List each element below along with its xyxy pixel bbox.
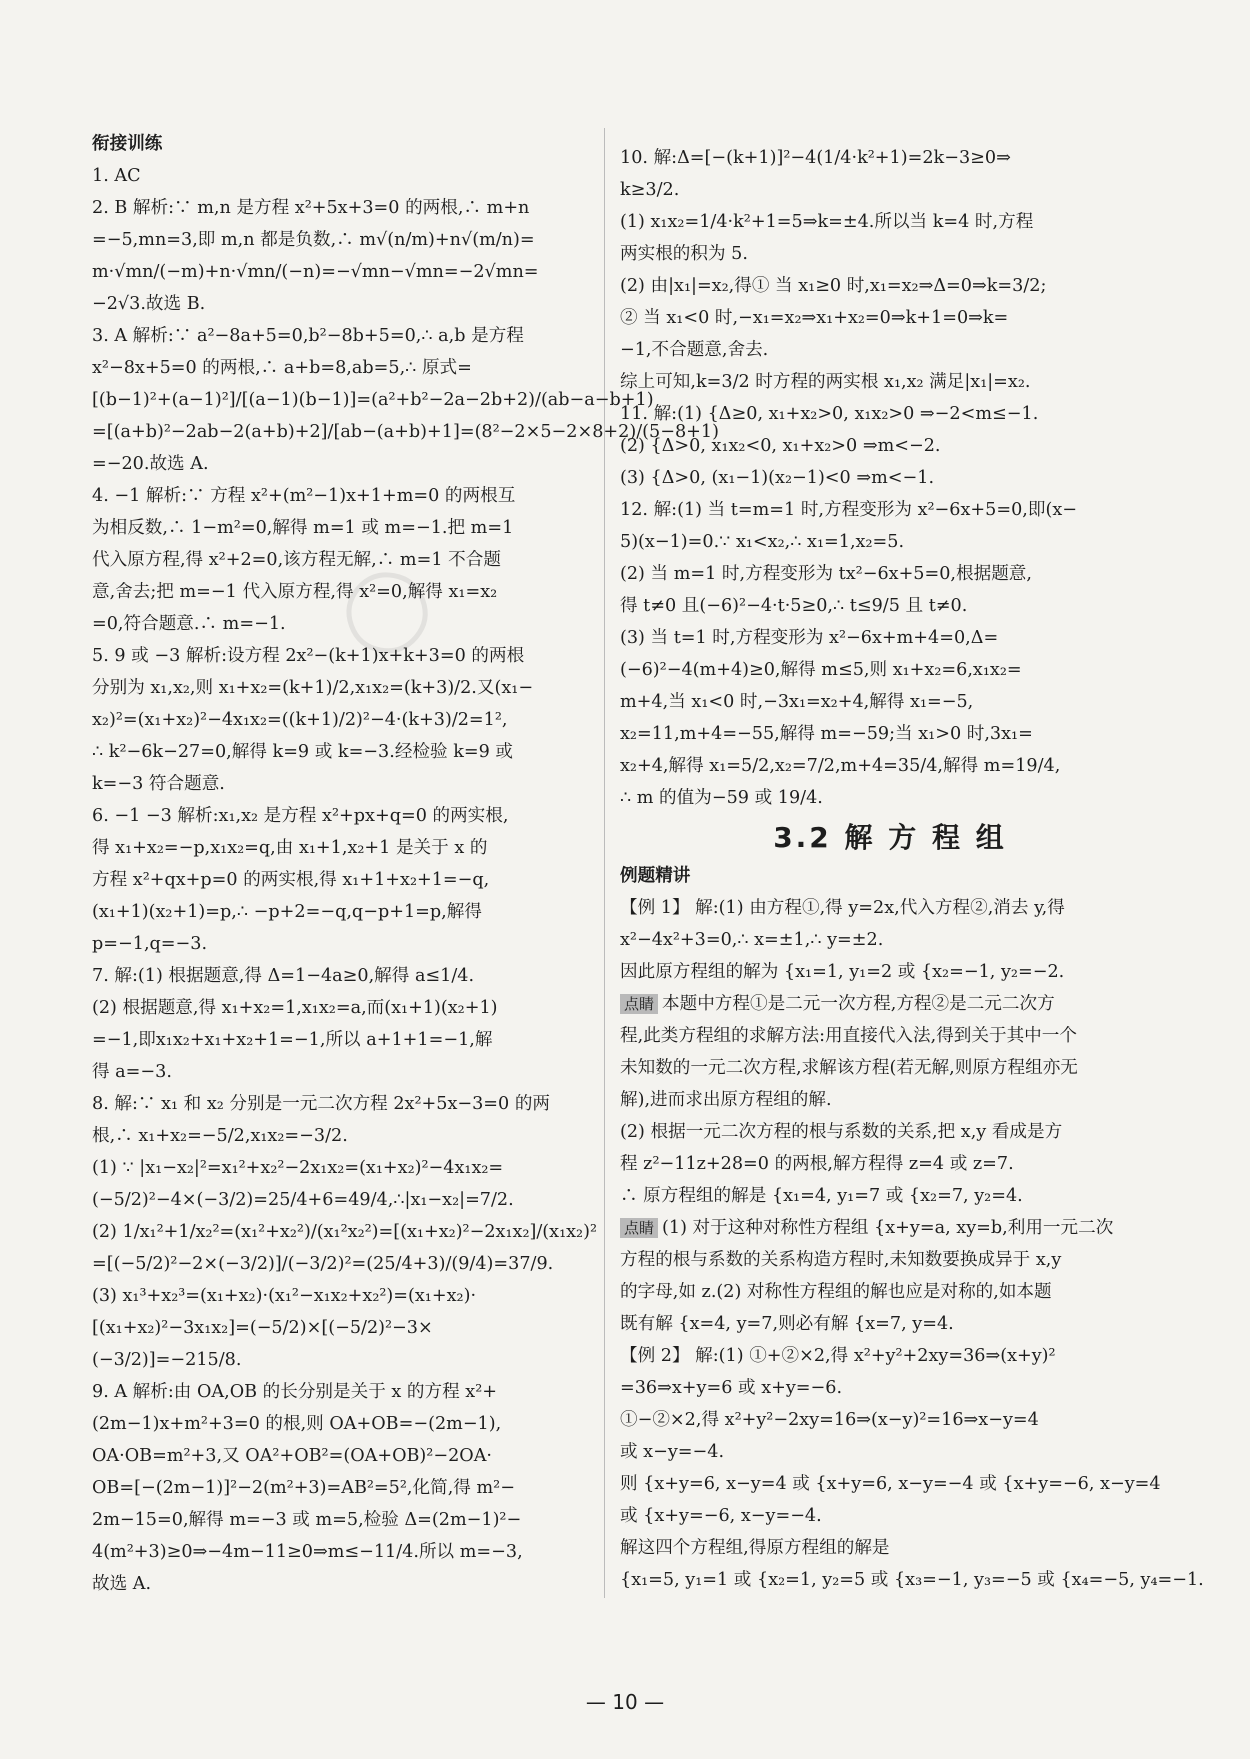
- text-line: [92, 1408, 584, 1440]
- right-top-block: [620, 142, 1160, 814]
- text-line: [620, 988, 1160, 1020]
- line-text: (3) 当 t=1 时,方程变形为 x²−6x+m+4=0,Δ=: [620, 628, 999, 648]
- line-text: 9. A 解析:由 OA,OB 的长分别是关于 x 的方程 x²+: [92, 1382, 498, 1402]
- page-number: — 10 —: [585, 1690, 665, 1714]
- line-text: x²−4x²+3=0,∴ x=±1,∴ y=±2.: [620, 930, 884, 950]
- text-line: [92, 800, 584, 832]
- text-line: [92, 768, 584, 800]
- text-line: [92, 192, 584, 224]
- text-line: [620, 622, 1160, 654]
- line-text: 的字母,如 z.(2) 对称性方程组的解也应是对称的,如本题: [620, 1282, 1052, 1302]
- line-text: 2m−15=0,解得 m=−3 或 m=5,检验 Δ=(2m−1)²−: [92, 1510, 522, 1530]
- text-line: [620, 1244, 1160, 1276]
- text-line: [620, 1372, 1160, 1404]
- text-line: [620, 270, 1160, 302]
- text-line: [92, 1344, 584, 1376]
- line-text: [(b−1)²+(a−1)²]/[(a−1)(b−1)]=(a²+b²−2a−2b+2)/(ab−a−b+1): [92, 390, 654, 410]
- text-line: [620, 1180, 1160, 1212]
- line-text: (3) {Δ>0, (x₁−1)(x₂−1)<0 ⇒m<−1.: [620, 468, 935, 488]
- line-text: =36⇒x+y=6 或 x+y=−6.: [620, 1378, 843, 1398]
- line-text: 2. B 解析:∵ m,n 是方程 x²+5x+3=0 的两根,∴ m+n: [92, 198, 530, 218]
- text-line: [92, 864, 584, 896]
- line-text: 意,舍去;把 m=−1 代入原方程,得 x²=0,解得 x₁=x₂: [92, 582, 498, 602]
- text-line: [620, 1052, 1160, 1084]
- line-text: 4. −1 解析:∵ 方程 x²+(m²−1)x+1+m=0 的两根互: [92, 486, 516, 506]
- text-line: [620, 1020, 1160, 1052]
- text-line: [92, 448, 584, 480]
- text-line: [620, 1468, 1160, 1500]
- line-text: 8. 解:∵ x₁ 和 x₂ 分别是一元二次方程 2x²+5x−3=0 的两: [92, 1094, 551, 1114]
- line-text: −2√3.故选 B.: [92, 294, 206, 314]
- text-line: [620, 782, 1160, 814]
- text-line: [92, 480, 584, 512]
- line-text: 根,∴ x₁+x₂=−5/2,x₁x₂=−3/2.: [92, 1126, 348, 1146]
- line-text: k≥3/2.: [620, 180, 680, 200]
- text-line: [92, 1120, 584, 1152]
- column-divider: [604, 128, 605, 1598]
- line-text: ∴ m 的值为−59 或 19/4.: [620, 788, 823, 808]
- line-text: 衔接训练: [92, 134, 163, 154]
- text-line: [620, 238, 1160, 270]
- line-text: (2) 当 m=1 时,方程变形为 tx²−6x+5=0,根据题意,: [620, 564, 1032, 584]
- text-line: [620, 750, 1160, 782]
- line-text: 为相反数,∴ 1−m²=0,解得 m=1 或 m=−1.把 m=1: [92, 518, 514, 538]
- line-text: 1. AC: [92, 166, 141, 186]
- line-text: 两实根的积为 5.: [620, 244, 748, 264]
- line-text: ∴ k²−6k−27=0,解得 k=9 或 k=−3.经检验 k=9 或: [92, 742, 513, 762]
- line-text: =0,符合题意.∴ m=−1.: [92, 614, 286, 634]
- line-text: 方程 x²+qx+p=0 的两实根,得 x₁+1+x₂+1=−q,: [92, 870, 490, 890]
- line-text: ② 当 x₁<0 时,−x₁=x₂⇒x₁+x₂=0⇒k+1=0⇒k=: [620, 308, 1009, 328]
- text-line: [620, 956, 1160, 988]
- line-text: m·√mn/(−m)+n·√mn/(−n)=−√mn−√mn=−2√mn=: [92, 262, 539, 282]
- text-line: [92, 1184, 584, 1216]
- line-text: 10. 解:Δ=[−(k+1)]²−4(1/4·k²+1)=2k−3≥0⇒: [620, 148, 1011, 168]
- line-text: 分别为 x₁,x₂,则 x₁+x₂=(k+1)/2,x₁x₂=(k+3)/2.又(x₁−: [92, 678, 534, 698]
- subheading: [620, 860, 1160, 892]
- text-line: [92, 544, 584, 576]
- line-text: (2) 根据题意,得 x₁+x₂=1,x₁x₂=a,而(x₁+1)(x₂+1): [92, 998, 498, 1018]
- text-line: [620, 654, 1160, 686]
- line-text: 【例 1】 解:(1) 由方程①,得 y=2x,代入方程②,消去 y,得: [620, 898, 1065, 918]
- line-text: =[(a+b)²−2ab−2(a+b)+2]/[ab−(a+b)+1]=(8²−2×5−2×8+2)/(5−8+1): [92, 422, 719, 442]
- line-text: 程 z²−11z+28=0 的两根,解方程得 z=4 或 z=7.: [620, 1154, 1014, 1174]
- text-line: [620, 206, 1160, 238]
- section-title: 3.2 解 方 程 组: [773, 821, 1007, 854]
- text-line: [620, 718, 1160, 750]
- text-line: [92, 1088, 584, 1120]
- line-text: (2) {Δ>0, x₁x₂<0, x₁+x₂>0 ⇒m<−2.: [620, 436, 941, 456]
- text-line: [620, 334, 1160, 366]
- text-line: [92, 1472, 584, 1504]
- text-line: [620, 558, 1160, 590]
- line-text: ∴ 原方程组的解是 {x₁=4, y₁=7 或 {x₂=7, y₂=4.: [620, 1186, 1023, 1206]
- line-text: 11. 解:(1) {Δ≥0, x₁+x₂>0, x₁x₂>0 ⇒−2<m≤−1.: [620, 404, 1039, 424]
- line-text: 解这四个方程组,得原方程组的解是: [620, 1538, 890, 1558]
- text-line: [92, 1504, 584, 1536]
- text-line: [92, 288, 584, 320]
- line-text: 或 x−y=−4.: [620, 1442, 725, 1462]
- line-text: =−20.故选 A.: [92, 454, 209, 474]
- line-text: (1) ∵ |x₁−x₂|²=x₁²+x₂²−2x₁x₂=(x₁+x₂)²−4x₁x₂=: [92, 1158, 504, 1178]
- line-text: 得 a=−3.: [92, 1062, 172, 1082]
- line-text: =−1,即x₁x₂+x₁+x₂+1=−1,所以 a+1+1=−1,解: [92, 1030, 493, 1050]
- text-line: [620, 1212, 1160, 1244]
- line-text: =−5,mn=3,即 m,n 都是负数,∴ m√(n/m)+n√(m/n)=: [92, 230, 535, 250]
- text-line: [620, 366, 1160, 398]
- line-text: {x₁=5, y₁=1 或 {x₂=1, y₂=5 或 {x₃=−1, y₃=−5 或 {x₄=−5, y₄=−1.: [620, 1570, 1204, 1590]
- text-line: [92, 1312, 584, 1344]
- line-text: (−6)²−4(m+4)≥0,解得 m≤5,则 x₁+x₂=6,x₁x₂=: [620, 660, 1022, 680]
- line-text: 代入原方程,得 x²+2=0,该方程无解,∴ m=1 不合题: [92, 550, 501, 570]
- text-line: [92, 320, 584, 352]
- line-text: 得 t≠0 且(−6)²−4·t·5≥0,∴ t≤9/5 且 t≠0.: [620, 596, 968, 616]
- text-line: [92, 160, 584, 192]
- text-line: [620, 398, 1160, 430]
- line-text: 4(m²+3)≥0⇒−4m−11≥0⇒m≤−11/4.所以 m=−3,: [92, 1542, 523, 1562]
- line-text: [(x₁+x₂)²−3x₁x₂]=(−5/2)×[(−5/2)²−3×: [92, 1318, 433, 1338]
- text-line: [92, 896, 584, 928]
- line-text: x₂=11,m+4=−55,解得 m=−59;当 x₁>0 时,3x₁=: [620, 724, 1033, 744]
- text-line: [92, 1024, 584, 1056]
- line-text: 【例 2】 解:(1) ①+②×2,得 x²+y²+2xy=36⇒(x+y)²: [620, 1346, 1056, 1366]
- line-text: (2) 根据一元二次方程的根与系数的关系,把 x,y 看成是方: [620, 1122, 1063, 1142]
- text-line: [92, 1056, 584, 1088]
- line-text: 既有解 {x=4, y=7,则必有解 {x=7, y=4.: [620, 1314, 954, 1334]
- text-line: [92, 704, 584, 736]
- watermark-stamp: ◯: [326, 547, 443, 666]
- text-line: [92, 1280, 584, 1312]
- line-text: 12. 解:(1) 当 t=m=1 时,方程变形为 x²−6x+5=0,即(x−: [620, 500, 1077, 520]
- note-tag: 点睛: [620, 1218, 658, 1238]
- text-line: [620, 526, 1160, 558]
- line-text: (3) x₁³+x₂³=(x₁+x₂)·(x₁²−x₁x₂+x₂²)=(x₁+x₂)·: [92, 1286, 477, 1306]
- line-text: 解),进而求出原方程组的解.: [620, 1090, 832, 1110]
- line-text: (1) 对于这种对称性方程组 {x+y=a, xy=b,利用一元二次: [662, 1218, 1114, 1238]
- line-text: 程,此类方程组的求解方法:用直接代入法,得到关于其中一个: [620, 1026, 1077, 1046]
- text-line: [92, 1216, 598, 1248]
- text-line: [92, 1536, 584, 1568]
- line-text: x²−8x+5=0 的两根,∴ a+b=8,ab=5,∴ 原式=: [92, 358, 472, 378]
- right-column: [620, 142, 1204, 1596]
- text-line: [620, 1308, 1160, 1340]
- line-text: 或 {x+y=−6, x−y=−4.: [620, 1506, 822, 1526]
- line-text: OB=[−(2m−1)]²−2(m²+3)=AB²=5²,化简,得 m²−: [92, 1478, 515, 1498]
- text-line: [92, 352, 584, 384]
- text-line: [620, 494, 1160, 526]
- text-line: [620, 1276, 1160, 1308]
- line-text: (x₁+1)(x₂+1)=p,∴ −p+2=−q,q−p+1=p,解得: [92, 902, 482, 922]
- text-line: [92, 1568, 584, 1600]
- text-line: [92, 832, 584, 864]
- text-line: [620, 1404, 1160, 1436]
- note-tag: 点睛: [620, 994, 658, 1014]
- text-line: [92, 640, 584, 672]
- text-line: [620, 1084, 1160, 1116]
- line-text: 7. 解:(1) 根据题意,得 Δ=1−4a≥0,解得 a≤1/4.: [92, 966, 475, 986]
- text-line: [92, 1440, 584, 1472]
- line-text: =[(−5/2)²−2×(−3/2)]/(−3/2)²=(25/4+3)/(9/4)=37/9.: [92, 1254, 554, 1274]
- text-line: [92, 1376, 584, 1408]
- line-text: OA·OB=m²+3,又 OA²+OB²=(OA+OB)²−2OA·: [92, 1446, 493, 1466]
- text-line: [92, 1152, 584, 1184]
- line-text: 本题中方程①是二元一次方程,方程②是二元二次方: [662, 994, 1055, 1014]
- text-line: [620, 462, 1160, 494]
- text-line: [92, 224, 584, 256]
- text-line: [620, 1532, 1160, 1564]
- line-text: k=−3 符合题意.: [92, 774, 225, 794]
- text-line: [620, 1340, 1160, 1372]
- line-text: 得 x₁+x₂=−p,x₁x₂=q,由 x₁+1,x₂+1 是关于 x 的: [92, 838, 488, 858]
- text-line: [620, 892, 1160, 924]
- text-line: [620, 1500, 1160, 1532]
- line-text: (−3/2)]=−215/8.: [92, 1350, 242, 1370]
- line-text: x₂)²=(x₁+x₂)²−4x₁x₂=((k+1)/2)²−4·(k+3)/2=1²,: [92, 710, 508, 730]
- text-line: [92, 992, 584, 1024]
- text-line: [92, 384, 654, 416]
- line-text: (2) 1/x₁²+1/x₂²=(x₁²+x₂²)/(x₁²x₂²)=[(x₁+x₂)²−2x₁x₂]/(x₁x₂)²: [92, 1222, 598, 1242]
- line-text: (1) x₁x₂=1/4·k²+1=5⇒k=±4.所以当 k=4 时,方程: [620, 212, 1034, 232]
- text-line: [92, 960, 584, 992]
- line-text: (2) 由|x₁|=x₂,得① 当 x₁≥0 时,x₁=x₂⇒Δ=0⇒k=3/2;: [620, 276, 1047, 296]
- text-line: [620, 302, 1160, 334]
- text-line: [92, 1248, 584, 1280]
- subheading: [92, 128, 584, 160]
- line-text: 综上可知,k=3/2 时方程的两实根 x₁,x₂ 满足|x₁|=x₂.: [620, 372, 1031, 392]
- line-text: 方程的根与系数的关系构造方程时,未知数要换成异于 x,y: [620, 1250, 1062, 1270]
- line-text: x₂+4,解得 x₁=5/2,x₂=7/2,m+4=35/4,解得 m=19/4,: [620, 756, 1061, 776]
- right-bottom-block: [620, 860, 1204, 1596]
- line-text: 例题精讲: [620, 866, 691, 886]
- text-line: [92, 928, 584, 960]
- text-line: [92, 672, 584, 704]
- line-text: 未知数的一元二次方程,求解该方程(若无解,则原方程组亦无: [620, 1058, 1078, 1078]
- line-text: 5)(x−1)=0.∵ x₁<x₂,∴ x₁=1,x₂=5.: [620, 532, 905, 552]
- text-line: [620, 1564, 1204, 1596]
- line-text: −1,不合题意,舍去.: [620, 340, 769, 360]
- line-text: 3. A 解析:∵ a²−8a+5=0,b²−8b+5=0,∴ a,b 是方程: [92, 326, 524, 346]
- text-line: [620, 686, 1160, 718]
- text-line: [620, 142, 1160, 174]
- text-line: [620, 1436, 1160, 1468]
- line-text: 6. −1 −3 解析:x₁,x₂ 是方程 x²+px+q=0 的两实根,: [92, 806, 509, 826]
- text-line: [620, 590, 1160, 622]
- line-text: ①−②×2,得 x²+y²−2xy=16⇒(x−y)²=16⇒x−y=4: [620, 1410, 1039, 1430]
- text-line: [92, 256, 584, 288]
- text-line: [620, 1148, 1160, 1180]
- text-line: [620, 430, 1160, 462]
- line-text: (−5/2)²−4×(−3/2)=25/4+6=49/4,∴|x₁−x₂|=7/2.: [92, 1190, 514, 1210]
- line-text: 5. 9 或 −3 解析:设方程 2x²−(k+1)x+k+3=0 的两根: [92, 646, 525, 666]
- text-line: [620, 1116, 1160, 1148]
- text-line: [92, 416, 719, 448]
- text-line: [620, 924, 1160, 956]
- text-line: [620, 174, 1160, 206]
- text-line: [92, 608, 584, 640]
- line-text: 故选 A.: [92, 1574, 152, 1594]
- line-text: (2m−1)x+m²+3=0 的根,则 OA+OB=−(2m−1),: [92, 1414, 502, 1434]
- line-text: 则 {x+y=6, x−y=4 或 {x+y=6, x−y=−4 或 {x+y=−6, x−y=4: [620, 1474, 1161, 1494]
- text-line: [92, 512, 584, 544]
- text-line: [92, 736, 584, 768]
- line-text: p=−1,q=−3.: [92, 934, 208, 954]
- line-text: 因此原方程组的解为 {x₁=1, y₁=2 或 {x₂=−1, y₂=−2.: [620, 962, 1065, 982]
- line-text: m+4,当 x₁<0 时,−3x₁=x₂+4,解得 x₁=−5,: [620, 692, 974, 712]
